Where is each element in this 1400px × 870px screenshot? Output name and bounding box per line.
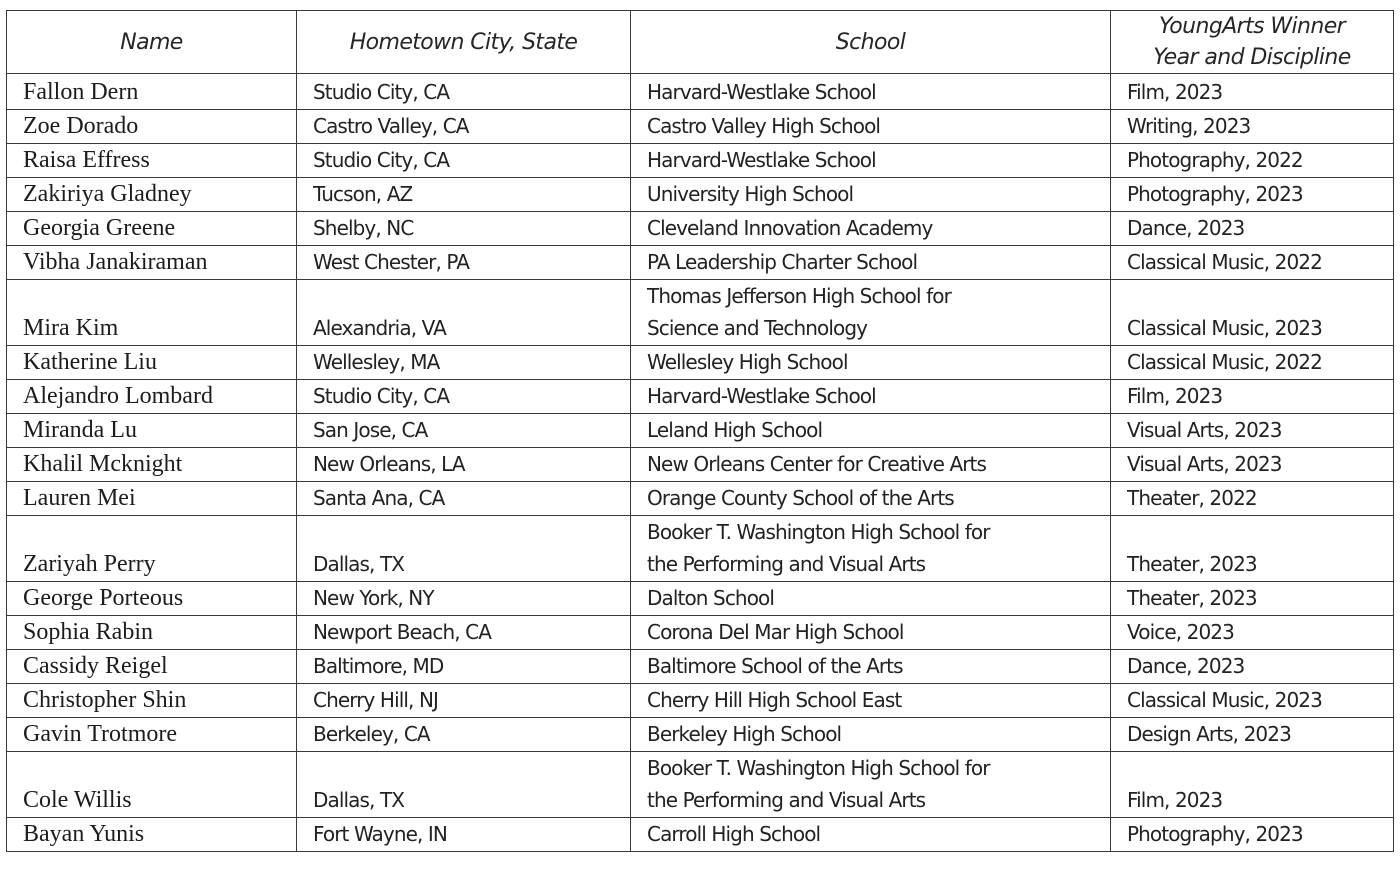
table-row xyxy=(7,448,1394,482)
cell-award: Film, 2023 xyxy=(1111,380,1394,414)
cell-hometown: Dallas, TX xyxy=(297,752,631,818)
school-line: Berkeley High School xyxy=(647,722,842,746)
school-line: Harvard-Westlake School xyxy=(647,384,876,408)
cell-name: Bayan Yunis xyxy=(7,818,297,852)
cell-school xyxy=(631,380,1111,414)
school-line: Leland High School xyxy=(647,418,823,442)
cell-award: Classical Music, 2023 xyxy=(1111,684,1394,718)
cell-hometown: San Jose, CA xyxy=(297,414,631,448)
cell-name: Katherine Liu xyxy=(7,346,297,380)
school-line: the Performing and Visual Arts xyxy=(647,552,926,576)
table-row xyxy=(7,110,1394,144)
cell-school xyxy=(631,280,1111,346)
table-row xyxy=(7,616,1394,650)
cell-school xyxy=(631,752,1111,818)
cell-name: Mira Kim xyxy=(7,280,297,346)
table-row xyxy=(7,582,1394,616)
cell-hometown: Santa Ana, CA xyxy=(297,482,631,516)
school-line: Baltimore School of the Arts xyxy=(647,654,903,678)
table-row xyxy=(7,718,1394,752)
cell-hometown: Baltimore, MD xyxy=(297,650,631,684)
school-line: Cleveland Innovation Academy xyxy=(647,216,933,240)
table-body xyxy=(7,74,1394,852)
cell-name: Zoe Dorado xyxy=(7,110,297,144)
cell-hometown: New Orleans, LA xyxy=(297,448,631,482)
cell-award: Theater, 2022 xyxy=(1111,482,1394,516)
cell-hometown: Alexandria, VA xyxy=(297,280,631,346)
cell-name: Georgia Greene xyxy=(7,212,297,246)
cell-name: Cassidy Reigel xyxy=(7,650,297,684)
school-line: Orange County School of the Arts xyxy=(647,486,954,510)
header-award-line2: Year and Discipline xyxy=(1153,45,1351,70)
school-line: Booker T. Washington High School for xyxy=(647,756,990,780)
table-row xyxy=(7,414,1394,448)
table-row xyxy=(7,144,1394,178)
table-row xyxy=(7,178,1394,212)
cell-school xyxy=(631,144,1111,178)
cell-school xyxy=(631,582,1111,616)
cell-award: Classical Music, 2023 xyxy=(1111,280,1394,346)
cell-school xyxy=(631,110,1111,144)
school-line: PA Leadership Charter School xyxy=(647,250,918,274)
school-line: Science and Technology xyxy=(647,316,868,340)
cell-award: Photography, 2022 xyxy=(1111,144,1394,178)
school-line: Corona Del Mar High School xyxy=(647,620,904,644)
cell-school xyxy=(631,482,1111,516)
cell-name: Cole Willis xyxy=(7,752,297,818)
cell-hometown: Cherry Hill, NJ xyxy=(297,684,631,718)
cell-hometown: New York, NY xyxy=(297,582,631,616)
table-row xyxy=(7,516,1394,582)
cell-award: Theater, 2023 xyxy=(1111,516,1394,582)
cell-award: Writing, 2023 xyxy=(1111,110,1394,144)
school-line: Thomas Jefferson High School for xyxy=(647,284,951,308)
cell-name: George Porteous xyxy=(7,582,297,616)
cell-hometown: Shelby, NC xyxy=(297,212,631,246)
school-line: Booker T. Washington High School for xyxy=(647,520,990,544)
cell-name: Vibha Janakiraman xyxy=(7,246,297,280)
table-row xyxy=(7,482,1394,516)
school-line: Wellesley High School xyxy=(647,350,848,374)
header-hometown: Hometown City, State xyxy=(297,11,631,74)
cell-award: Photography, 2023 xyxy=(1111,178,1394,212)
cell-hometown: Tucson, AZ xyxy=(297,178,631,212)
cell-name: Lauren Mei xyxy=(7,482,297,516)
cell-hometown: Wellesley, MA xyxy=(297,346,631,380)
cell-school xyxy=(631,616,1111,650)
cell-name: Raisa Effress xyxy=(7,144,297,178)
cell-school xyxy=(631,414,1111,448)
header-name: Name xyxy=(7,11,297,74)
cell-award: Classical Music, 2022 xyxy=(1111,346,1394,380)
header-school: School xyxy=(631,11,1111,74)
cell-award: Film, 2023 xyxy=(1111,74,1394,110)
cell-school xyxy=(631,516,1111,582)
cell-name: Khalil Mcknight xyxy=(7,448,297,482)
cell-name: Alejandro Lombard xyxy=(7,380,297,414)
header-award xyxy=(1111,11,1394,74)
school-line: Cherry Hill High School East xyxy=(647,688,902,712)
table-row xyxy=(7,346,1394,380)
school-line: Castro Valley High School xyxy=(647,114,881,138)
cell-name: Miranda Lu xyxy=(7,414,297,448)
table-row xyxy=(7,280,1394,346)
header-award-line1: YoungArts Winner xyxy=(1158,14,1346,39)
cell-hometown: Castro Valley, CA xyxy=(297,110,631,144)
cell-hometown: West Chester, PA xyxy=(297,246,631,280)
cell-award: Theater, 2023 xyxy=(1111,582,1394,616)
cell-school xyxy=(631,212,1111,246)
cell-name: Gavin Trotmore xyxy=(7,718,297,752)
cell-award: Photography, 2023 xyxy=(1111,818,1394,852)
table-row xyxy=(7,752,1394,818)
cell-school xyxy=(631,178,1111,212)
cell-award: Voice, 2023 xyxy=(1111,616,1394,650)
table-row xyxy=(7,74,1394,110)
cell-award: Design Arts, 2023 xyxy=(1111,718,1394,752)
school-line: Dalton School xyxy=(647,586,775,610)
table-header-row xyxy=(7,11,1394,74)
school-line: Harvard-Westlake School xyxy=(647,80,876,104)
cell-award: Classical Music, 2022 xyxy=(1111,246,1394,280)
table-row xyxy=(7,650,1394,684)
cell-award: Dance, 2023 xyxy=(1111,212,1394,246)
school-line: University High School xyxy=(647,182,854,206)
cell-school xyxy=(631,346,1111,380)
cell-award: Dance, 2023 xyxy=(1111,650,1394,684)
school-line: New Orleans Center for Creative Arts xyxy=(647,452,987,476)
school-line: Harvard-Westlake School xyxy=(647,148,876,172)
cell-award: Visual Arts, 2023 xyxy=(1111,448,1394,482)
table-row xyxy=(7,246,1394,280)
school-line: the Performing and Visual Arts xyxy=(647,788,926,812)
youngarts-winners-table xyxy=(6,10,1394,852)
cell-name: Christopher Shin xyxy=(7,684,297,718)
cell-school xyxy=(631,650,1111,684)
cell-hometown: Berkeley, CA xyxy=(297,718,631,752)
cell-name: Sophia Rabin xyxy=(7,616,297,650)
table-row xyxy=(7,818,1394,852)
table-row xyxy=(7,380,1394,414)
cell-school xyxy=(631,74,1111,110)
cell-name: Fallon Dern xyxy=(7,74,297,110)
cell-school xyxy=(631,246,1111,280)
school-line: Carroll High School xyxy=(647,822,821,846)
cell-hometown: Fort Wayne, IN xyxy=(297,818,631,852)
cell-hometown: Studio City, CA xyxy=(297,144,631,178)
cell-hometown: Newport Beach, CA xyxy=(297,616,631,650)
cell-hometown: Studio City, CA xyxy=(297,380,631,414)
table-row xyxy=(7,684,1394,718)
cell-school xyxy=(631,718,1111,752)
table-row xyxy=(7,212,1394,246)
cell-school xyxy=(631,684,1111,718)
cell-name: Zakiriya Gladney xyxy=(7,178,297,212)
cell-award: Visual Arts, 2023 xyxy=(1111,414,1394,448)
cell-hometown: Studio City, CA xyxy=(297,74,631,110)
cell-name: Zariyah Perry xyxy=(7,516,297,582)
cell-school xyxy=(631,448,1111,482)
cell-award: Film, 2023 xyxy=(1111,752,1394,818)
cell-hometown: Dallas, TX xyxy=(297,516,631,582)
cell-school xyxy=(631,818,1111,852)
